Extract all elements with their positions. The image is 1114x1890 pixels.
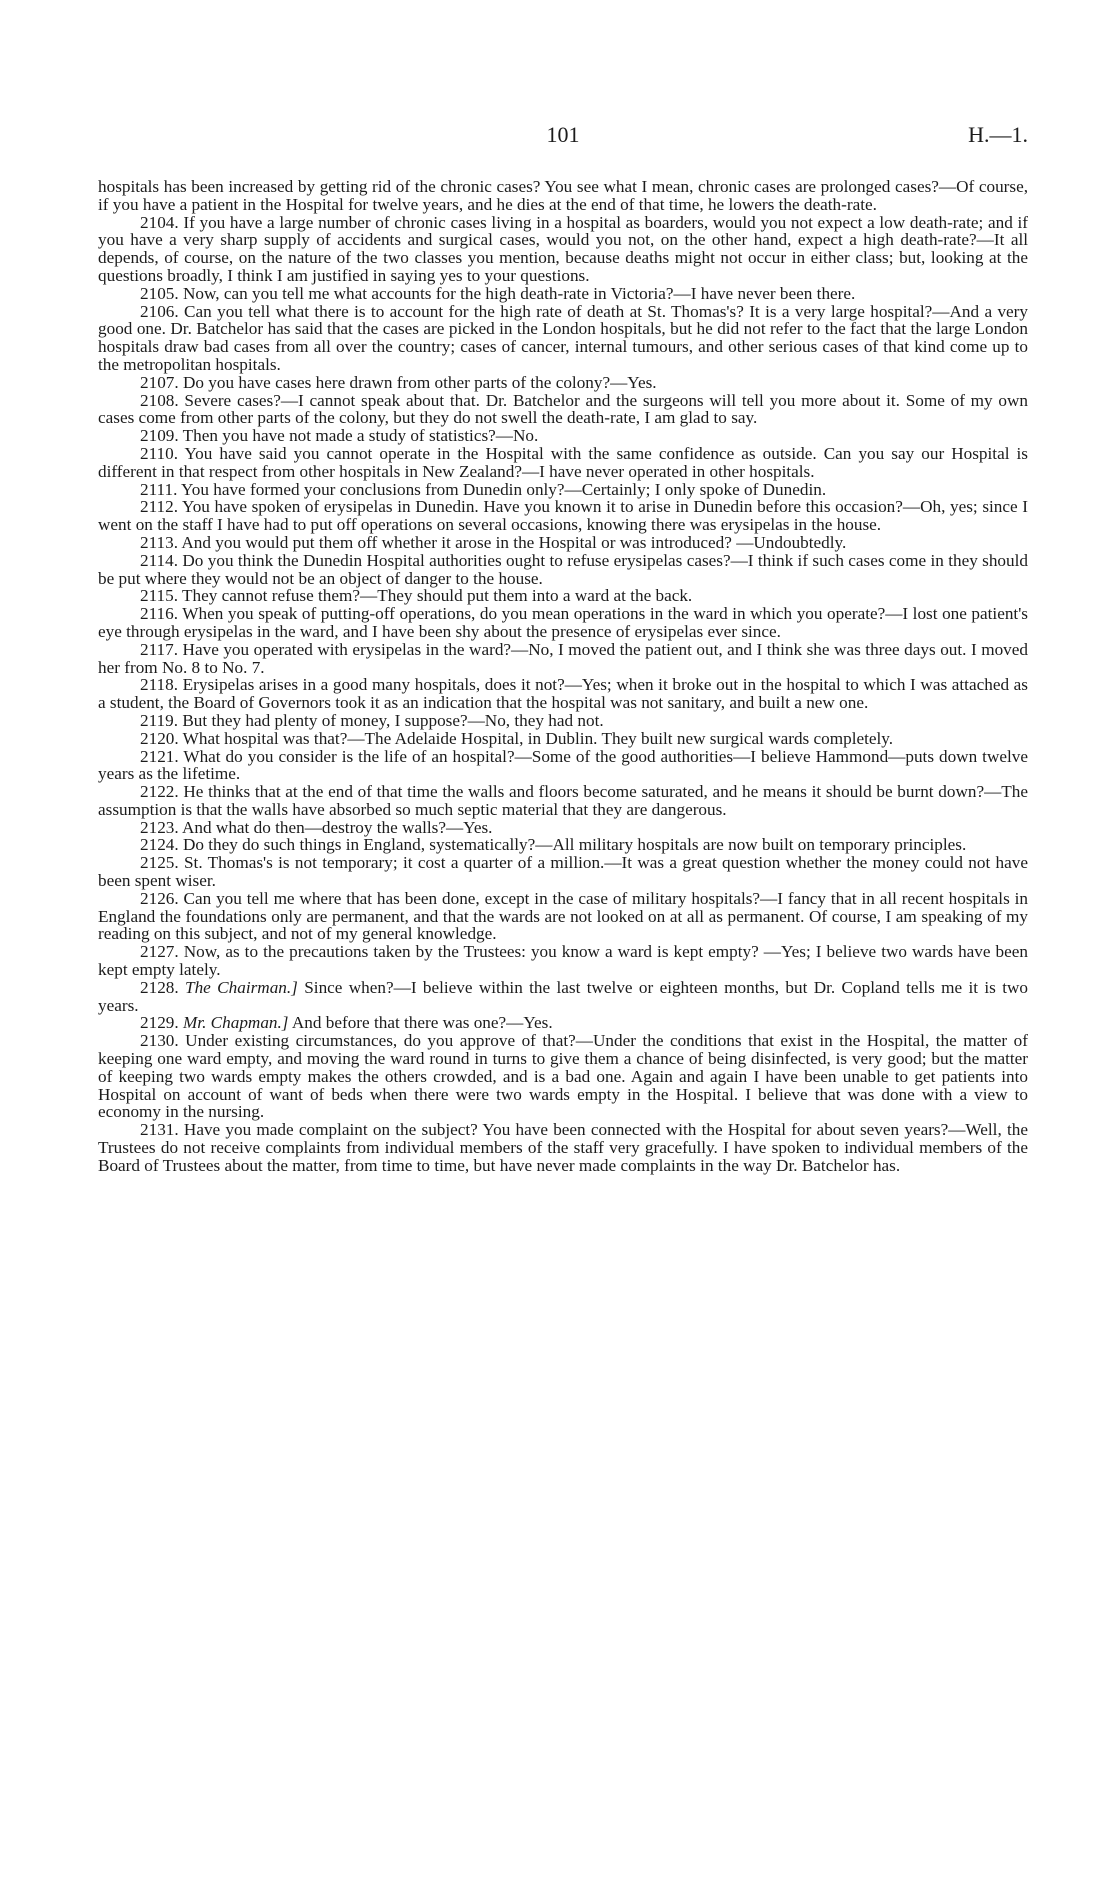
question-number: 2129. (140, 1013, 179, 1033)
paragraph: 2130. Under existing circumstances, do you approve of that?—Under the conditions that exist in the Hospital, the matter of keeping one ward empty, and moving the ward round in turns to give them a chance of being disinfected, is very good; but the matter of keeping two wards empty makes the others crowded, and is a bad one. Again and again I have been unable to get patients into Hospital on account of want of beds when there were two wards empty in the Hospital. I believe that was done with a view to economy in the nursing. (98, 1031, 1028, 1122)
paragraph: 2104. If you have a large number of chronic cases living in a hospital as boarders, would you not expect a low death-rate; and if you have a very sharp supply of accidents and surgical cases, would you not, on the other hand, expect a high death-rate?—It all depends, of course, on the nature of the two classes you mention, because deaths might not occur in either class; but, looking at the questions broadly, I think I am justified in saying yes to your questions. (98, 212, 1028, 285)
paragraph: 2113. And you would put them off whether it arose in the Hospital or was introduced? —Undoubtedly. (140, 532, 847, 552)
paragraph: 2106. Can you tell what there is to account for the high rate of death at St. Thomas's? It is a very large hospital?—And a very good one. Dr. Batchelor has said that the cases are picked in the London hospitals, but he did not refer to the fact that the large London hospitals draw bad cases from all over the country; cases of cancer, internal tumours, and other serious cases of that kind come up to the metropolitan hospitals. (98, 301, 1028, 374)
speaker-name: Mr. Chapman.] (182, 1013, 289, 1033)
document-reference: H.—1. (968, 122, 1028, 147)
paragraph: 2123. And what do then—destroy the walls?—Yes. (140, 817, 493, 837)
paragraph: 2111. You have formed your conclusions from Dunedin only?—Certainly; I only spoke of Dunedin. (140, 479, 827, 499)
paragraph: 2110. You have said you cannot operate in the Hospital with the same confidence as outside. Can you say our Hospital is different in that respect from other hospitals in New Zealand?—I have never operated in other hospitals. (98, 443, 1028, 481)
paragraph: 2118. Erysipelas arises in a good many hospitals, does it not?—Yes; when it broke out in the hospital to which I was attached as a student, the Board of Governors took it as an indication that the hospital was not sanitary, and built a new one. (98, 675, 1028, 713)
paragraph: 2121. What do you consider is the life of an hospital?—Some of the good authorities—I believe Hammond—puts down twelve years as the lifetime. (98, 746, 1028, 784)
paragraph: 2115. They cannot refuse them?—They should put them into a ward at the back. (140, 586, 693, 606)
body-text (98, 178, 1028, 1175)
paragraph: 2126. Can you tell me where that has been done, except in the case of military hospitals?—I fancy that in all recent hospitals in England the foundations only are permanent, and that the wards are not looked on at all as permanent. Of course, I am speaking of my reading on this subject, and not of my general knowledge. (98, 888, 1028, 944)
paragraph-2128 (98, 979, 1028, 1015)
paragraph: 2105. Now, can you tell me what accounts for the high death-rate in Victoria?—I have never been there. (140, 283, 856, 303)
paragraph-text: Since when?—I believe within the last twelve or eighteen months, but Dr. Copland tells me it is two years. (98, 977, 1029, 1015)
speaker-name: The Chairman.] (185, 977, 298, 997)
paragraph-text: And before that there was one?—Yes. (291, 1013, 553, 1033)
paragraph: 2116. When you speak of putting-off operations, do you mean operations in the ward in which you operate?—I lost one patient's eye through erysipelas in the ward, and I have been shy about the presence of erysipelas ever since. (98, 604, 1028, 641)
paragraph: 2127. Now, as to the precautions taken by the Trustees: you know a ward is kept empty? —Yes; I believe two wards have been kept empty lately. (98, 942, 1028, 980)
paragraph: 2117. Have you operated with erysipelas in the ward?—No, I moved the patient out, and I think she was three days out. I moved her from No. 8 to No. 7. (98, 639, 1028, 677)
paragraph: 2109. Then you have not made a study of statistics?—No. (140, 426, 539, 446)
paragraph: 2119. But they had plenty of money, I suppose?—No, they had not. (140, 710, 604, 730)
paragraph-2129 (98, 1014, 1028, 1032)
paragraph: 2125. St. Thomas's is not temporary; it cost a quarter of a million.—It was a great question whether the money could not have been spent wiser. (98, 853, 1028, 891)
question-number: 2128. (140, 977, 179, 997)
page-number: 101 (546, 122, 580, 147)
page-header (98, 122, 1028, 158)
paragraph: hospitals has been increased by getting rid of the chronic cases? You see what I mean, chronic cases are prolonged cases?—Of course, if you have a patient in the Hospital for twelve years, and he dies at the end of that time, he lowers the death-rate. (98, 177, 1028, 214)
paragraph: 2108. Severe cases?—I cannot speak about that. Dr. Batchelor and the surgeons will tell you more about it. Some of my own cases come from other parts of the colony, but they do not swell the death-rate, I am glad to say. (98, 390, 1028, 428)
paragraph: 2107. Do you have cases here drawn from other parts of the colony?—Yes. (140, 372, 657, 392)
paragraph: 2114. Do you think the Dunedin Hospital authorities ought to refuse erysipelas cases?—I think if such cases come in they should be put where they would not be an object of danger to the house. (98, 550, 1028, 588)
paragraph: 2124. Do they do such things in England, systematically?—All military hospitals are now built on temporary principles. (140, 835, 967, 855)
paragraph: 2131. Have you made complaint on the subject? You have been connected with the Hospital for about seven years?—Well, the Trustees do not receive complaints from individual members of the staff very gracefully. I have spoken to individual members of the Board of Trustees about the matter, from time to time, but have never made complaints in the way Dr. Batchelor has. (98, 1120, 1028, 1175)
paragraph: 2112. You have spoken of erysipelas in Dunedin. Have you known it to arise in Dunedin before this occasion?—Oh, yes; since I went on the staff I have had to put off operations on several occasions, knowing there was erysipelas in the house. (98, 497, 1028, 535)
paragraph: 2120. What hospital was that?—The Adelaide Hospital, in Dublin. They built new surgical wards completely. (140, 728, 894, 748)
paragraph: 2122. He thinks that at the end of that time the walls and floors become saturated, and he means it should be burnt down?—The assumption is that the walls have absorbed so much septic material that they are dangerous. (98, 782, 1028, 819)
